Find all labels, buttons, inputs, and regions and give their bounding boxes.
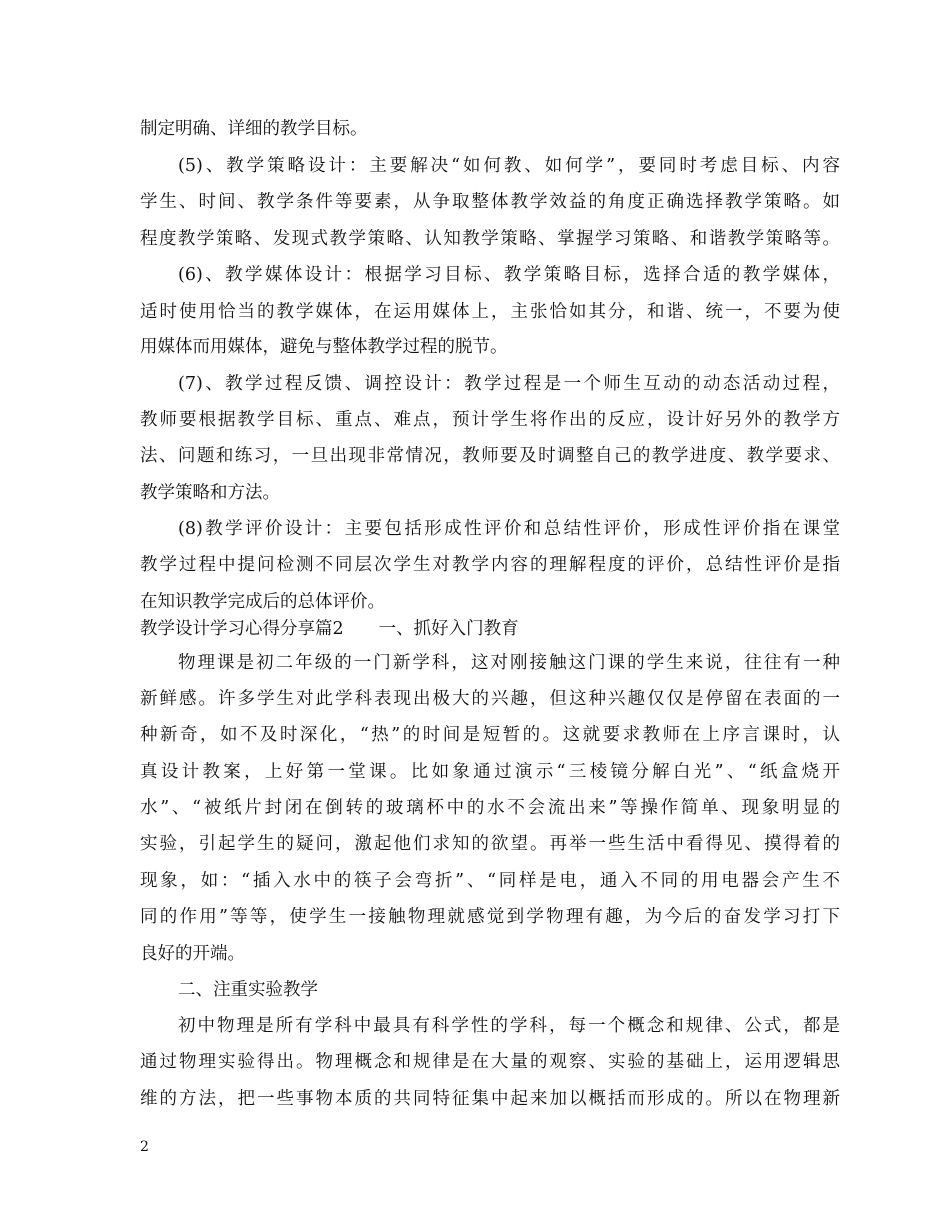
text-line: 良好的开端。 — [140, 944, 245, 964]
text-line: 实验，引起学生的疑问，激起他们求知的欲望。再举一些生活中看得见、摸得着的 — [140, 834, 840, 854]
text-line: (6)、教学媒体设计：根据学习目标、教学策略目标，选择合适的教学媒体， — [178, 265, 840, 285]
text-line: 教学策略和方法。 — [140, 483, 280, 503]
text-line: (8)教学评价设计：主要包括形成性评价和总结性评价，形成性评价指在课堂 — [178, 519, 840, 539]
text-line: 教师要根据教学目标、重点、难点，预计学生将作出的反应，设计好另外的教学方 — [140, 410, 840, 430]
text-line: 程度教学策略、发现式教学策略、认知教学策略、掌握学习策略、和谐教学策略等。 — [140, 229, 840, 249]
text-line: 初中物理是所有学科中最具有科学性的学科，每一个概念和规律、公式，都是 — [178, 1016, 840, 1036]
text-line: 制定明确、详细的教学目标。 — [140, 119, 368, 139]
text-line: 法、问题和练习，一旦出现非常情况，教师要及时调整自己的教学进度、教学要求、 — [140, 446, 840, 466]
text-line: 同的作用”等等，使学生一接触物理就感觉到学物理有趣，为今后的奋发学习打下 — [140, 907, 840, 927]
text-line: 现象，如：“插入水中的筷子会弯折”、“同样是电，通入不同的用电器会产生不 — [140, 871, 840, 891]
text-line: (5)、教学策略设计：主要解决“如何教、如何学”，要同时考虑目标、内容 — [178, 156, 840, 176]
text-line: 物理课是初二年级的一门新学科，这对刚接触这门课的学生来说，往往有一种 — [178, 653, 840, 673]
section-heading: 二、注重实验教学 — [178, 980, 318, 1000]
section-heading: 教学设计学习心得分享篇2 一、抓好入门教育 — [140, 619, 519, 639]
text-line: 教学过程中提问检测不同层次学生对教学内容的理解程度的评价，总结性评价是指 — [140, 555, 840, 575]
text-line: (7)、教学过程反馈、调控设计：教学过程是一个师生互动的动态活动过程， — [178, 374, 840, 394]
text-line: 学生、时间、教学条件等要素，从争取整体教学效益的角度正确选择教学策略。如 — [140, 192, 840, 212]
text-line: 用媒体而用媒体，避免与整体教学过程的脱节。 — [140, 337, 508, 357]
page-number: 2 — [140, 1139, 149, 1155]
text-line: 真设计教案，上好第一堂课。比如象通过演示“三棱镜分解白光”、“纸盒烧开 — [140, 762, 840, 782]
text-line: 通过物理实验得出。物理概念和规律是在大量的观察、实验的基础上，运用逻辑思 — [140, 1052, 840, 1072]
text-line: 维的方法，把一些事物本质的共同特征集中起来加以概括而形成的。所以在物理新 — [140, 1089, 840, 1109]
text-line: 水”、“被纸片封闭在倒转的玻璃杯中的水不会流出来”等操作简单、现象明显的 — [140, 798, 840, 818]
text-line: 种新奇，如不及时深化，“热”的时间是短暂的。这就要求教师在上序言课时，认 — [140, 725, 840, 745]
text-line: 在知识教学完成后的总体评价。 — [140, 592, 385, 612]
text-line: 新鲜感。许多学生对此学科表现出极大的兴趣，但这种兴趣仅仅是停留在表面的一 — [140, 689, 840, 709]
text-line: 适时使用恰当的教学媒体，在运用媒体上，主张恰如其分，和谐、统一，不要为使 — [140, 302, 840, 322]
